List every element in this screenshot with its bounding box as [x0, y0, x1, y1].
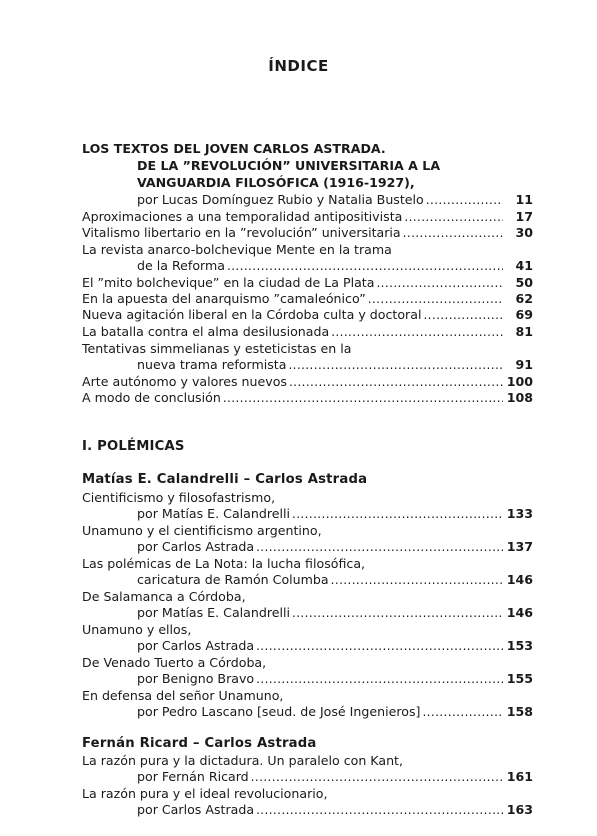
leader-dots — [331, 572, 503, 589]
toc-entry[interactable]: por Pedro Lascano [seud. de José Ingenieros] ..... 158 — [137, 703, 533, 720]
toc-entry[interactable]: A modo de conclusión ..... 108 — [82, 389, 533, 406]
page-number: 155 — [506, 671, 533, 686]
toc-entry-title[interactable]: En defensa del señor Unamuno, — [82, 688, 284, 703]
group-heading: Fernán Ricard – Carlos Astrada — [82, 736, 317, 751]
toc-entry[interactable]: En la apuesta del anarquismo ”camaleónico” ..... 62 — [82, 290, 533, 307]
toc-entry[interactable]: El ”mito bolchevique” en la ciudad de La Plata ..... 50 — [82, 274, 533, 291]
toc-entry-title[interactable]: Las polémicas de La Nota: la lucha filosófica, — [82, 556, 366, 571]
toc-entry[interactable]: por Fernán Ricard ..... 161 — [137, 768, 533, 785]
toc-entry-title[interactable]: Unamuno y ellos, — [82, 622, 192, 637]
leader-dots — [292, 506, 503, 523]
leader-dots — [256, 638, 503, 655]
leader-dots — [403, 225, 503, 242]
leader-dots — [256, 671, 503, 688]
section-heading: I. POLÉMICAS — [82, 439, 185, 454]
intro-heading-line-3: VANGUARDIA FILOSÓFICA (1916-1927), — [137, 175, 415, 190]
leader-dots — [223, 390, 503, 407]
leader-dots — [292, 605, 503, 622]
toc-entry-title[interactable]: La razón pura y el ideal revolucionario, — [82, 786, 328, 801]
group-heading: Matías E. Calandrelli – Carlos Astrada — [82, 472, 368, 487]
page-number: 41 — [515, 258, 533, 273]
intro-heading-line-1: LOS TEXTOS DEL JOVEN CARLOS ASTRADA. — [82, 141, 386, 156]
page-number: 137 — [506, 539, 533, 554]
page-number: 30 — [515, 225, 533, 240]
toc-entry-title[interactable]: Cientificismo y filosofastrismo, — [82, 490, 276, 505]
leader-dots — [331, 324, 503, 341]
page-number: 50 — [515, 275, 533, 290]
toc-entry[interactable]: Nueva agitación liberal en la Córdoba culta y doctoral ..... 69 — [82, 306, 533, 323]
page-number: 133 — [506, 506, 533, 521]
toc-entry-title[interactable]: De Venado Tuerto a Córdoba, — [82, 655, 267, 670]
toc-entry[interactable]: Vitalismo libertario en la ”revolución” universitaria ..... 30 — [82, 224, 533, 241]
toc-entry[interactable]: Arte autónomo y valores nuevos ..... 100 — [82, 373, 533, 390]
toc-entry-title[interactable]: La razón pura y la dictadura. Un paralelo con Kant, — [82, 753, 403, 768]
page-title: ÍNDICE — [268, 57, 329, 75]
page-number: 91 — [515, 357, 533, 372]
toc-entry[interactable]: de la Reforma ..... 41 — [137, 257, 533, 274]
toc-entry[interactable]: por Carlos Astrada ..... 163 — [137, 801, 533, 818]
toc-entry[interactable]: caricatura de Ramón Columba ..... 146 — [137, 571, 533, 588]
toc-entry-title[interactable]: De Salamanca a Córdoba, — [82, 589, 246, 604]
page-number: 146 — [506, 572, 533, 587]
page-number: 163 — [506, 802, 533, 817]
page-number: 100 — [506, 374, 533, 389]
leader-dots — [422, 704, 503, 721]
toc-entry-title[interactable]: La revista anarco-bolchevique Mente en la trama — [82, 242, 392, 257]
leader-dots — [251, 769, 503, 786]
leader-dots — [227, 258, 503, 275]
page-number: 108 — [506, 390, 533, 405]
toc-entry[interactable]: por Matías E. Calandrelli ..... 146 — [137, 604, 533, 621]
toc-entry[interactable]: nueva trama reformista ..... 91 — [137, 356, 533, 373]
leader-dots — [256, 802, 503, 819]
toc-entry[interactable]: por Carlos Astrada ..... 153 — [137, 637, 533, 654]
leader-dots — [423, 307, 503, 324]
toc-entry[interactable]: por Carlos Astrada ..... 137 — [137, 538, 533, 555]
leader-dots — [426, 192, 503, 209]
page-number: 146 — [506, 605, 533, 620]
toc-entry[interactable]: La batalla contra el alma desilusionada ..... 81 — [82, 323, 533, 340]
page-number: 81 — [515, 324, 533, 339]
toc-entry-title[interactable]: Unamuno y el cientificismo argentino, — [82, 523, 322, 538]
toc-entry-title[interactable]: Tentativas simmelianas y esteticistas en la — [82, 341, 352, 356]
leader-dots — [288, 357, 503, 374]
page-number: 17 — [515, 209, 533, 224]
page-number: 62 — [515, 291, 533, 306]
page-number: 69 — [515, 307, 533, 322]
toc-entry[interactable]: por Matías E. Calandrelli ..... 133 — [137, 505, 533, 522]
intro-heading-line-2: DE LA ”REVOLUCIÓN” UNIVERSITARIA A LA — [137, 158, 441, 173]
page-number: 153 — [506, 638, 533, 653]
toc-entry[interactable]: Aproximaciones a una temporalidad antipositivista ..... 17 — [82, 208, 533, 225]
page-number: 161 — [506, 769, 533, 784]
toc-entry[interactable]: por Benigno Bravo ..... 155 — [137, 670, 533, 687]
page-number: 158 — [506, 704, 533, 719]
toc-entry[interactable]: por Lucas Domínguez Rubio y Natalia Bustelo ..... 11 — [137, 191, 533, 208]
leader-dots — [256, 539, 503, 556]
page-number: 11 — [515, 192, 533, 207]
